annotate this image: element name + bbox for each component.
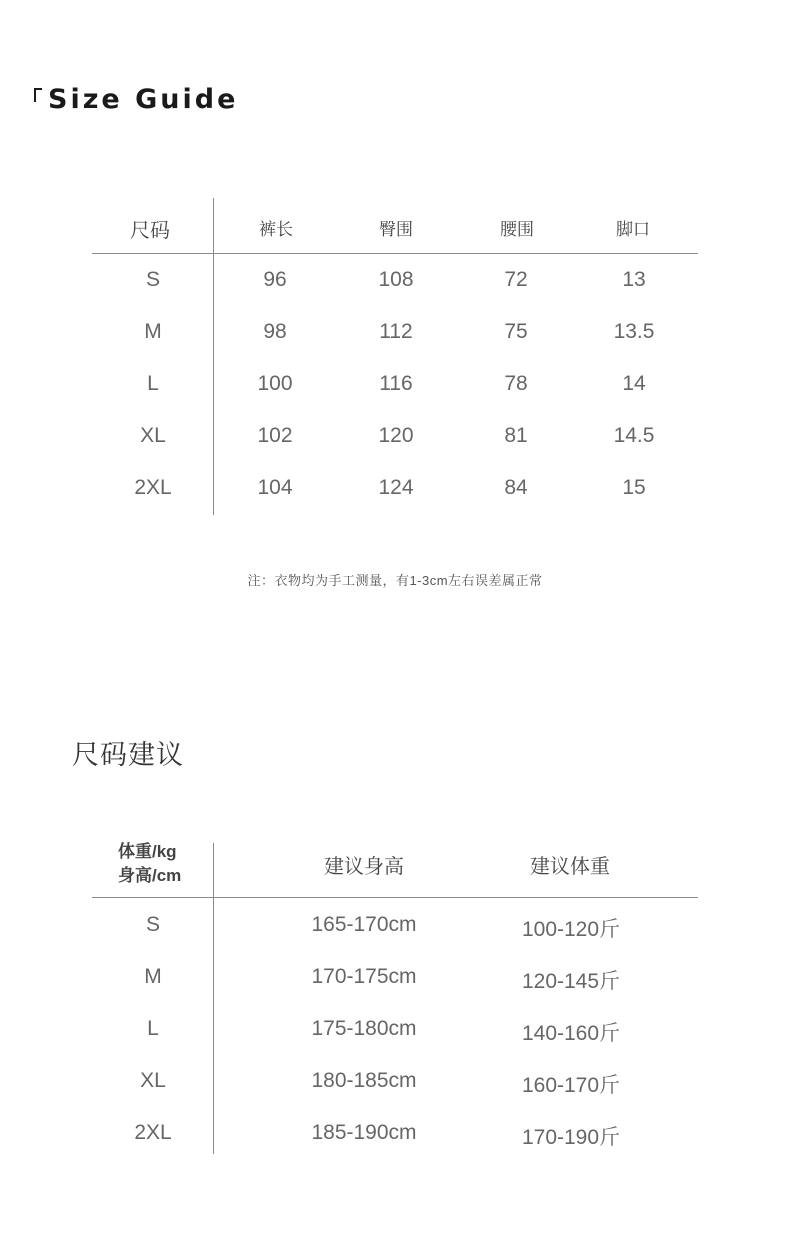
recommend-table-corner-header (118, 840, 181, 888)
waist-cell: 78 (504, 372, 528, 395)
recommend-header-weight: 建议体重 (530, 856, 610, 878)
page-title: Size Guide (48, 84, 239, 115)
measurement-note: 注：衣物均为手工测量，有1-3cm左右误差属正常 (247, 573, 543, 588)
hem-cell: 13 (622, 268, 646, 291)
height-cell: 185-190cm (311, 1121, 417, 1144)
size-cell: S (145, 268, 161, 291)
recommend-table-divider-vertical (213, 843, 214, 1154)
length-cell: 102 (257, 424, 293, 447)
waist-cell: 72 (504, 268, 528, 291)
length-cell: 100 (257, 372, 293, 395)
size-cell: M (144, 320, 162, 343)
hip-cell: 108 (378, 268, 414, 291)
hip-cell: 112 (379, 320, 413, 343)
length-cell: 104 (257, 476, 293, 499)
recommend-table-divider-horizontal (92, 897, 698, 898)
size-cell: L (147, 1017, 159, 1040)
height-cell: 170-175cm (311, 965, 417, 988)
waist-cell: 84 (504, 476, 528, 499)
size-cell: 2XL (134, 1121, 172, 1144)
waist-cell: 75 (504, 320, 528, 343)
weight-cell: 160-170斤 (521, 1074, 621, 1097)
weight-cell: 120-145斤 (521, 970, 621, 993)
corner-weight-label: 体重/kg (118, 842, 177, 861)
size-cell: S (145, 913, 161, 936)
weight-cell: 100-120斤 (521, 918, 621, 941)
size-table-header-hip: 臀围 (379, 220, 413, 239)
recommend-title: 尺码建议 (72, 740, 184, 771)
size-cell: XL (140, 1069, 166, 1092)
hem-cell: 14.5 (613, 424, 655, 447)
size-cell: M (144, 965, 162, 988)
size-cell: 2XL (134, 476, 172, 499)
size-cell: L (147, 372, 159, 395)
hip-cell: 120 (378, 424, 414, 447)
weight-cell: 140-160斤 (521, 1022, 621, 1045)
waist-cell: 81 (504, 424, 528, 447)
size-table-divider-horizontal (92, 253, 698, 254)
length-cell: 98 (263, 320, 287, 343)
size-table-header-length: 裤长 (259, 220, 293, 239)
length-cell: 96 (263, 268, 287, 291)
height-cell: 180-185cm (311, 1069, 417, 1092)
size-table-header-size: 尺码 (130, 220, 170, 242)
size-table-header-hem: 脚口 (616, 220, 650, 239)
height-cell: 175-180cm (311, 1017, 417, 1040)
height-cell: 165-170cm (311, 913, 417, 936)
hem-cell: 14 (622, 372, 646, 395)
size-cell: XL (140, 424, 166, 447)
hem-cell: 15 (622, 476, 646, 499)
hem-cell: 13.5 (613, 320, 655, 343)
size-table-header-waist: 腰围 (500, 220, 534, 239)
hip-cell: 124 (378, 476, 414, 499)
corner-height-label: 身高/cm (118, 866, 182, 885)
recommend-header-height: 建议身高 (324, 856, 404, 878)
hip-cell: 116 (379, 372, 413, 395)
weight-cell: 170-190斤 (521, 1126, 621, 1149)
size-table-divider-vertical (213, 198, 214, 515)
